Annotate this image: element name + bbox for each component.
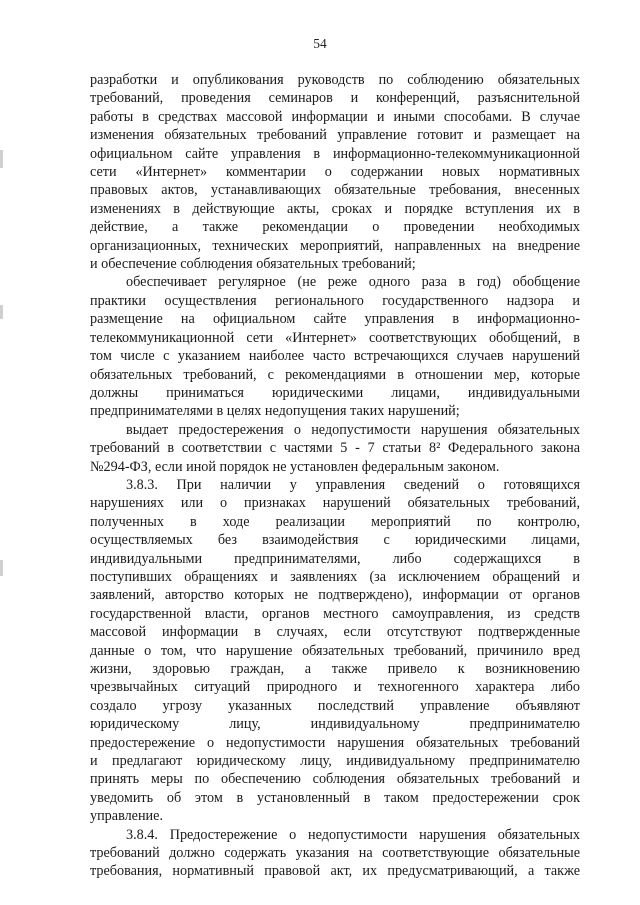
text-line: официальном сайте управления в информационно-телекоммуникационной <box>90 145 580 162</box>
text-line: жизни, здоровью граждан, а также привело к возникновению <box>90 661 580 677</box>
text-line: размещение на официальном сайте управления в информационно- <box>90 311 580 328</box>
text-line: государственной власти, органов местного самоуправления, из средств <box>90 605 580 622</box>
text-line: требований должно содержать указания на соответствующие обязательные <box>90 845 580 862</box>
text-line: требования, нормативный правовой акт, их предусматривающий, а также <box>90 863 580 880</box>
text-line: юридическому лицу, индивидуальному предпринимателю <box>90 716 580 733</box>
text-line: принять меры по обеспечению соблюдения обязательных требований и <box>90 771 580 788</box>
text-line: поступивших обращениях и заявлениях (за исключением обращений и <box>90 568 580 585</box>
paragraph <box>90 826 580 881</box>
text-line: обязательных требований, с рекомендациями в отношении мер, которые <box>90 366 580 383</box>
text-line: обеспечивает регулярное (не реже одного раза в год) обобщение <box>126 274 580 291</box>
text-line: нарушениях или о признаках нарушений обязательных требований, <box>90 495 580 512</box>
scan-margin-mark <box>0 560 3 576</box>
text-line: 3.8.3. При наличии у управления сведений о готовящихся <box>126 476 580 493</box>
text-line: и обеспечение соблюдения обязательных требований; <box>90 256 416 273</box>
text-line: предостережение о недопустимости нарушения обязательных требований <box>90 734 580 751</box>
text-line: правовых актов, устанавливающих обязательные требования, внесенных <box>90 182 580 199</box>
paragraph <box>90 273 580 420</box>
text-line: изменениях в действующие акты, сроках и порядке вступления их в <box>90 200 580 217</box>
text-line: организационных, технических мероприятий, направленных на внедрение <box>90 237 580 254</box>
text-line: изменения обязательных требований управление готовит и размещает на <box>90 127 580 144</box>
body-text <box>90 71 580 881</box>
scan-margin-mark <box>0 305 3 319</box>
text-line: предпринимателями в целях недопущения таких нарушений; <box>90 403 460 420</box>
text-line: разработки и опубликования руководств по соблюдению обязательных <box>90 72 580 88</box>
paragraph <box>90 476 580 826</box>
text-line: сети «Интернет» комментарии о содержании новых нормативных <box>90 164 580 181</box>
paragraph <box>90 421 580 476</box>
page-number: 54 <box>313 36 327 51</box>
text-line: выдает предостережения о недопустимости нарушения обязательных <box>126 421 580 438</box>
text-line: чрезвычайных ситуаций природного и техногенного характера либо <box>90 679 580 696</box>
text-line: создало угрозу указанных последствий управление объявляют <box>90 697 580 714</box>
text-line: том числе с указанием наиболее часто встречающихся случаев нарушений <box>90 348 580 365</box>
text-line: данные о том, что нарушение обязательных требований, причинило вред <box>90 642 580 659</box>
text-line: практики осуществления регионального государственного надзора и <box>90 292 580 309</box>
text-line: заявлений, авторство которых не подтверждено), информации от органов <box>90 587 580 604</box>
text-line: №294-ФЗ, если иной порядок не установлен федеральным законом. <box>90 458 500 475</box>
text-line: действие, а также рекомендации о проведении необходимых <box>90 219 580 236</box>
text-line: должны приниматься юридическими лицами, индивидуальными <box>90 384 580 401</box>
text-line: уведомить об этом в установленный в таком предостережении срок <box>90 789 580 806</box>
text-line: требований, проведения семинаров и конференций, разъяснительной <box>90 90 580 107</box>
scan-margin-mark <box>0 150 3 168</box>
text-line: массовой информации в случаях, если отсутствуют подтвержденные <box>90 624 580 641</box>
text-line: управление. <box>90 808 163 825</box>
text-line: требований в соответствии с частями 5 - 7 статьи 8² Федерального закона <box>90 440 580 457</box>
text-line: полученных в ходе реализации мероприятий по контролю, <box>90 513 580 530</box>
text-line: телекоммуникационной сети «Интернет» соответствующих обобщений, в <box>90 329 580 346</box>
text-line: осуществляемых без взаимодействия с юридическими лицами, <box>90 532 580 549</box>
text-line: и предлагают юридическому лицу, индивидуальному предпринимателю <box>90 753 580 770</box>
text-line: работы в средствах массовой информации и иными способами. В случае <box>90 108 580 125</box>
text-line: индивидуальными предпринимателями, либо содержащихся в <box>90 550 580 567</box>
text-line: 3.8.4. Предостережение о недопустимости нарушения обязательных <box>126 826 580 843</box>
paragraph <box>90 71 580 273</box>
